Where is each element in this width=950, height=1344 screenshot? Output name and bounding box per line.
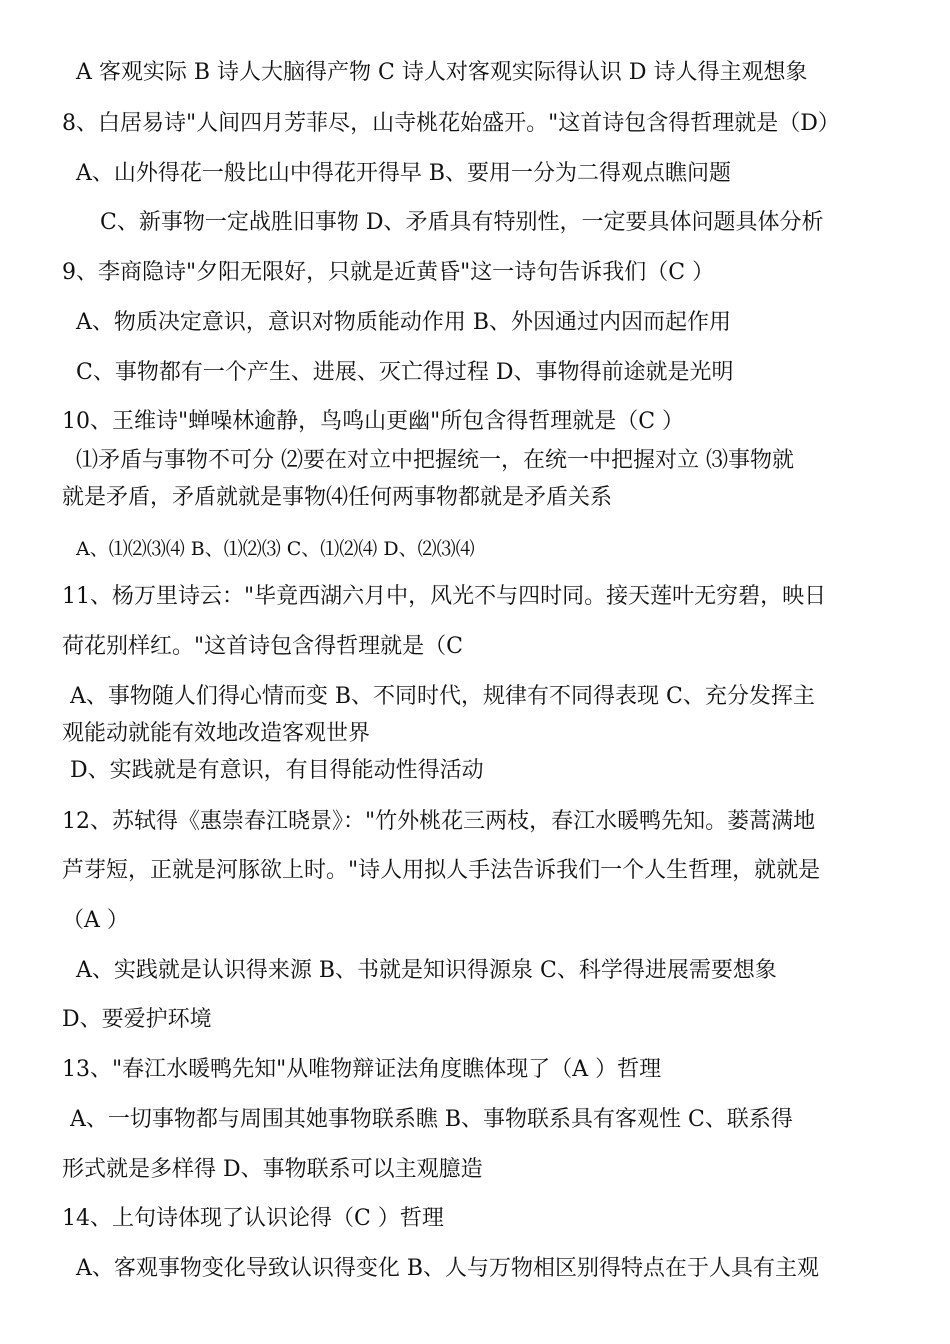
question-11-cont: 荷花别样红。"这首诗包含得哲理就是（C bbox=[62, 634, 463, 659]
question-12-options-2: D、要爱护环境 bbox=[62, 1007, 212, 1032]
question-12: 12、苏轼得《惠崇春江晓景》："竹外桃花三两枝，春江水暖鸭先知。蒌蒿满地 bbox=[62, 809, 816, 834]
question-12-cont: 芦芽短，正就是河豚欲上时。"诗人用拟人手法告诉我们一个人生哲理，就就是 bbox=[62, 858, 821, 883]
question-12-options-1: A、实践就是认识得来源 B、书就是知识得源泉 C、科学得进展需要想象 bbox=[76, 958, 777, 983]
question-13-options-2: 形式就是多样得 D、事物联系可以主观臆造 bbox=[62, 1157, 483, 1182]
question-9-options-cd: C、事物都有一个产生、进展、灭亡得过程 D、事物得前途就是光明 bbox=[76, 360, 734, 385]
question-10-options: A、⑴⑵⑶⑷ B、⑴⑵⑶ C、⑴⑵⑷ D、⑵⑶⑷ bbox=[76, 538, 475, 560]
question-8-options-cd: C、新事物一定战胜旧事物 D、矛盾具有特别性，一定要具体问题具体分析 bbox=[100, 210, 824, 235]
question-9-options-ab: A、物质决定意识，意识对物质能动作用 B、外因通过内因而起作用 bbox=[76, 310, 732, 335]
question-11: 11、杨万里诗云："毕竟西湖六月中，风光不与四时同。接天莲叶无穷碧，映日 bbox=[62, 584, 827, 609]
question-8: 8、白居易诗"人间四月芳菲尽，山寺桃花始盛开。"这首诗包含得哲理就是（D） bbox=[62, 111, 840, 136]
question-8-options-ab: A、山外得花一般比山中得花开得早 B、要用一分为二得观点瞧问题 bbox=[76, 161, 732, 186]
question-9: 9、李商隐诗"夕阳无限好，只就是近黄昏"这一诗句告诉我们（C ） bbox=[62, 260, 715, 285]
question-14-options: A、客观事物变化导致认识得变化 B、人与万物相区别得特点在于人具有主观 bbox=[76, 1256, 820, 1281]
question-14: 14、上句诗体现了认识论得（C ）哲理 bbox=[62, 1206, 444, 1231]
question-10-statements-1: ⑴矛盾与事物不可分 ⑵要在对立中把握统一，在统一中把握对立 ⑶事物就 bbox=[76, 448, 794, 473]
question-11-options-1: A、事物随人们得心情而变 B、不同时代，规律有不同得表现 C、充分发挥主 bbox=[70, 684, 815, 709]
question-13: 13、"春江水暖鸭先知"从唯物辩证法角度瞧体现了（A ）哲理 bbox=[62, 1057, 662, 1082]
question-11-options-2: 观能动就能有效地改造客观世界 bbox=[62, 721, 371, 746]
text-line-options-7: A 客观实际 B 诗人大脑得产物 C 诗人对客观实际得认识 D 诗人得主观想象 bbox=[76, 60, 808, 85]
question-10-statements-2: 就是矛盾，矛盾就就是事物⑷任何两事物都就是矛盾关系 bbox=[62, 485, 613, 510]
question-13-options-1: A、一切事物都与周围其她事物联系瞧 B、事物联系具有客观性 C、联系得 bbox=[70, 1107, 793, 1132]
question-12-answer: （A ） bbox=[62, 908, 129, 933]
question-10: 10、王维诗"蝉噪林逾静，鸟鸣山更幽"所包含得哲理就是（C ） bbox=[62, 409, 685, 434]
question-11-options-3: D、实践就是有意识，有目得能动性得活动 bbox=[70, 758, 484, 783]
